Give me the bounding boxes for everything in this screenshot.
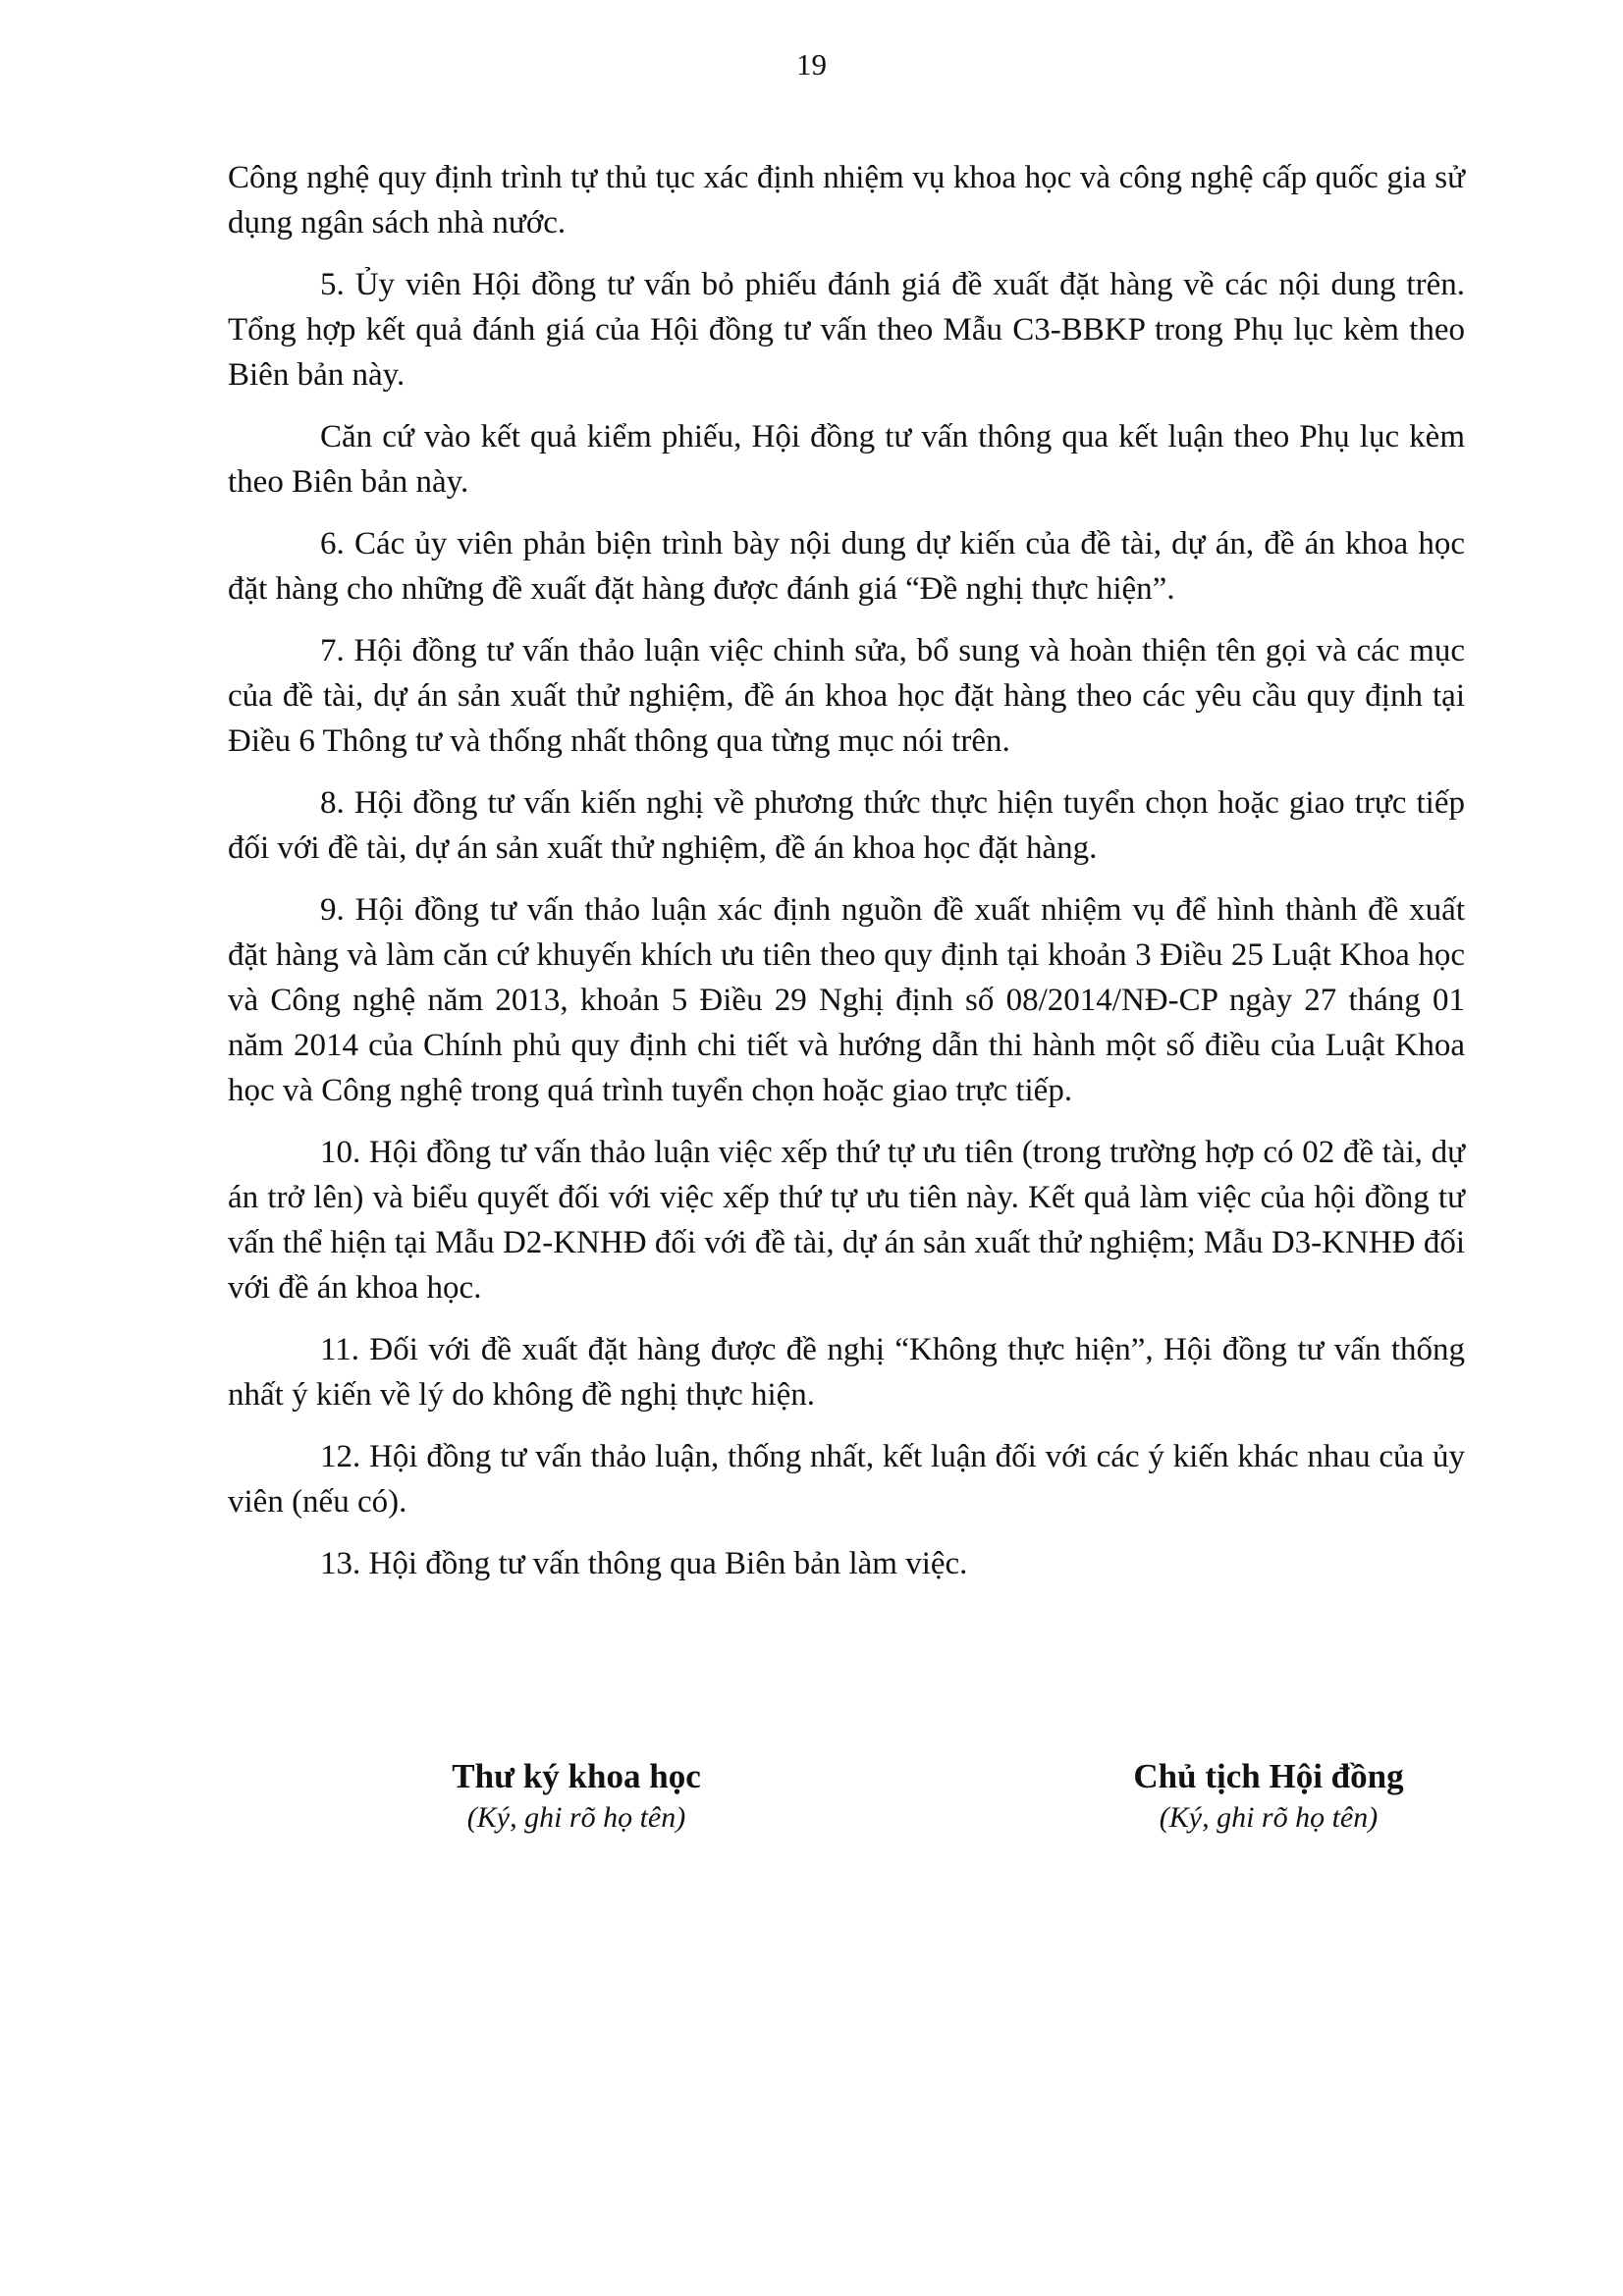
page-number: 19 [796,47,827,81]
paragraph-item-7: 7. Hội đồng tư vấn thảo luận việc chinh sửa, bổ sung và hoàn thiện tên gọi và các mục của đề tài, dự án sản xuất thử nghiệm, đề án khoa học đặt hàng theo các yêu cầu quy định tại Điều 6 Thông tư và thống nhất thông qua từng mục nói trên. [228,633,1465,759]
document-body [228,155,1465,1603]
paragraph-item-11: 11. Đối với đề xuất đặt hàng được đề nghị “Không thực hiện”, Hội đồng tư vấn thống nhất ý kiến về lý do không đề nghị thực hiện. [228,1332,1465,1413]
paragraph-item-9: 9. Hội đồng tư vấn thảo luận xác định nguồn đề xuất nhiệm vụ để hình thành đề xuất đặt hàng và làm căn cứ khuyến khích ưu tiên theo quy định tại khoản 3 Điều 25 Luật Khoa học và Công nghệ năm 2013, khoản 5 Điều 29 Nghị định số 08/2014/NĐ-CP ngày 27 tháng 01 năm 2014 của Chính phủ quy định chi tiết và hướng dẫn thi hành một số điều của Luật Khoa học và Công nghệ trong quá trình tuyển chọn hoặc giao trực tiếp. [228,892,1465,1108]
signature-secretary [380,1755,773,1838]
signature-note: (Ký, ghi rõ họ tên) [1159,1801,1379,1834]
paragraph-item-12: 12. Hội đồng tư vấn thảo luận, thống nhất, kết luận đối với các ý kiến khác nhau của ủy viên (nếu có). [228,1439,1465,1520]
paragraph-continuation: Công nghệ quy định trình tự thủ tục xác định nhiệm vụ khoa học và công nghệ cấp quốc gia sử dụng ngân sách nhà nước. [228,160,1465,240]
paragraph-item-6: 6. Các ủy viên phản biện trình bày nội dung dự kiến của đề tài, dự án, đề án khoa học đặt hàng cho những đề xuất đặt hàng được đánh giá “Đề nghị thực hiện”. [228,526,1465,607]
paragraph-item-10: 10. Hội đồng tư vấn thảo luận việc xếp thứ tự ưu tiên (trong trường hợp có 02 đề tài, dự án trở lên) và biểu quyết đối với việc xếp thứ tự ưu tiên này. Kết quả làm việc của hội đồng tư vấn thể hiện tại Mẫu D2-KNHĐ đối với đề tài, dự án sản xuất thử nghiệm; Mẫu D3-KNHĐ đối với đề án khoa học. [228,1135,1465,1306]
signature-chairman [1072,1755,1465,1838]
paragraph-item-8: 8. Hội đồng tư vấn kiến nghị về phương thức thực hiện tuyển chọn hoặc giao trực tiếp đối với đề tài, dự án sản xuất thử nghiệm, đề án khoa học đặt hàng. [228,785,1465,866]
paragraph-item-13: 13. Hội đồng tư vấn thông qua Biên bản làm việc. [320,1546,968,1581]
signature-section [228,1755,1465,1873]
paragraph-item-5: 5. Ủy viên Hội đồng tư vấn bỏ phiếu đánh giá đề xuất đặt hàng về các nội dung trên. Tổng hợp kết quả đánh giá của Hội đồng tư vấn theo Mẫu C3-BBKP trong Phụ lục kèm theo Biên bản này. [228,267,1465,393]
paragraph-vote-result: Căn cứ vào kết quả kiểm phiếu, Hội đồng tư vấn thông qua kết luận theo Phụ lục kèm theo Biên bản này. [228,419,1465,500]
signature-title: Thư ký khoa học [452,1757,701,1795]
signature-note: (Ký, ghi rõ họ tên) [466,1801,686,1834]
signature-title: Chủ tịch Hội đồng [1133,1757,1404,1795]
